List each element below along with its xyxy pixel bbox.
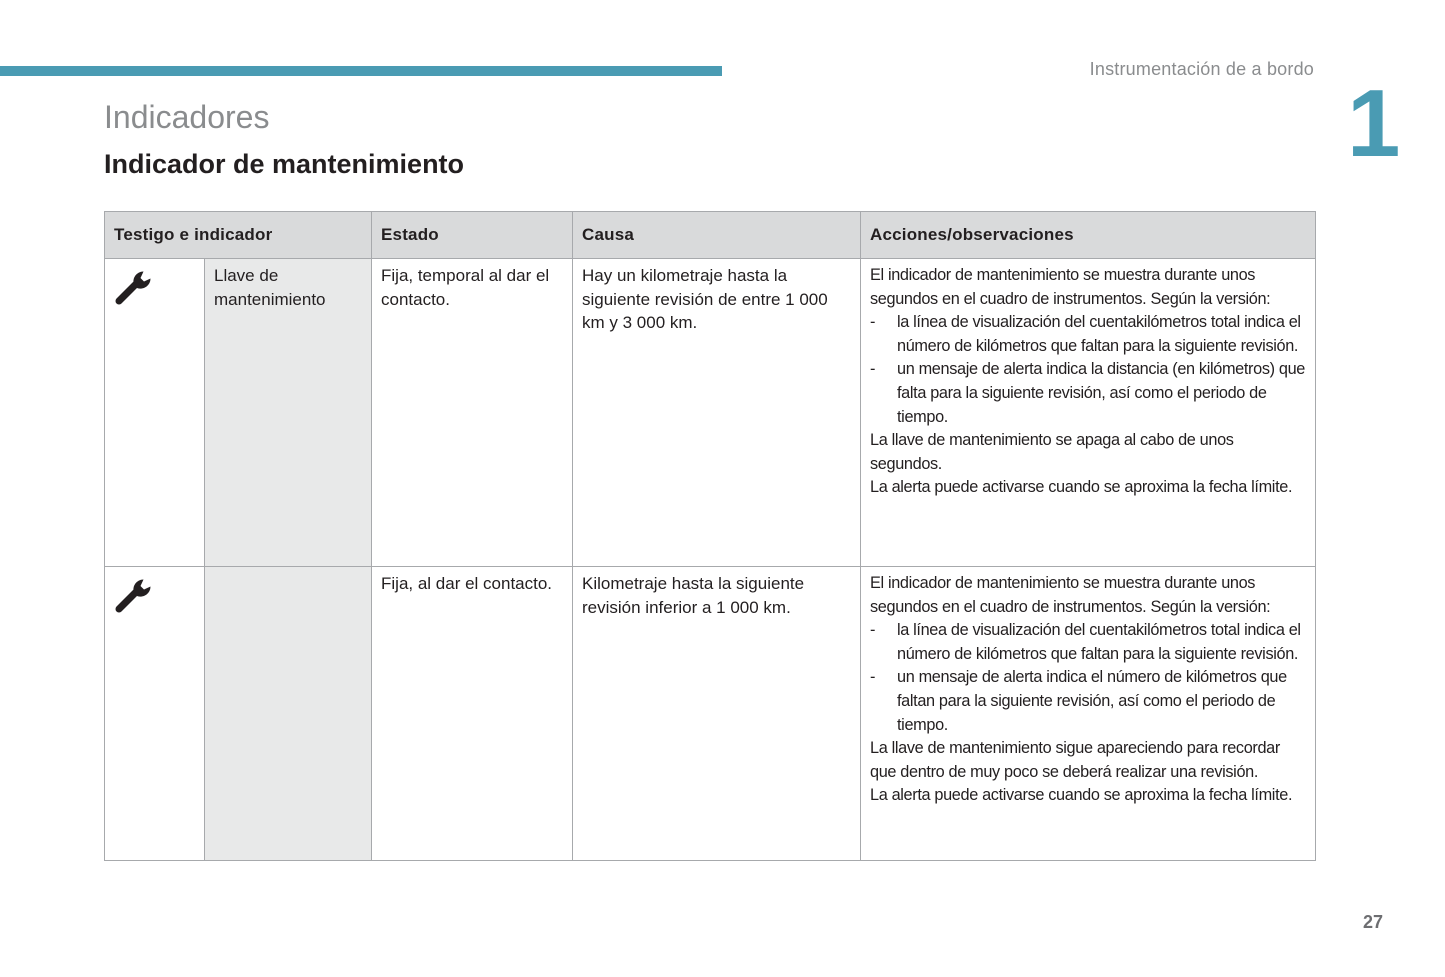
bullet-marker: - (870, 668, 876, 687)
wrench-icon (114, 264, 158, 308)
actions-cell (861, 567, 1316, 861)
indicator-icon-cell (105, 259, 205, 567)
section-header: Instrumentación de a bordo (1089, 59, 1314, 79)
wrench-icon (114, 572, 158, 616)
actions-cell (861, 259, 1316, 567)
state-cell: Fija, temporal al dar el contacto. (372, 259, 573, 567)
cause-cell: Kilometraje hasta la siguiente revisión inferior a 1 000 km. (573, 567, 861, 861)
actions-intro: El indicador de mantenimiento se muestra durante unos segundos en el cuadro de instrumentos. Según la versión: (870, 574, 1271, 616)
indicator-name: Llave de mantenimiento (205, 259, 372, 567)
table-row (105, 567, 1316, 861)
list-item (870, 311, 1306, 358)
page-number: 27 (1363, 912, 1384, 932)
cause-cell: Hay un kilometraje hasta la siguiente revisión de entre 1 000 km y 3 000 km. (573, 259, 861, 567)
actions-note: La alerta puede activarse cuando se aproxima la fecha límite. (870, 786, 1293, 805)
header-accent-bar (0, 66, 722, 76)
state-cell: Fija, al dar el contacto. (372, 567, 573, 861)
bullet-marker: - (870, 360, 876, 379)
table-row (105, 259, 1316, 567)
actions-note: La llave de mantenimiento sigue apareciendo para recordar que dentro de muy poco se deberá realizar una revisión. (870, 739, 1280, 781)
bullet-marker: - (870, 313, 876, 332)
bullet-text: la línea de visualización del cuentakilómetros total indica el número de kilómetros que faltan para la siguiente revisión. (897, 313, 1301, 355)
indicator-icon-cell (105, 567, 205, 861)
header-cause: Causa (573, 212, 861, 259)
table-header-row (105, 212, 1316, 259)
page-title: Indicadores (104, 99, 270, 135)
list-item (870, 666, 1306, 737)
actions-intro: El indicador de mantenimiento se muestra durante unos segundos en el cuadro de instrumentos. Según la versión: (870, 266, 1271, 308)
maintenance-indicator-table (104, 211, 1316, 861)
header-state: Estado (372, 212, 573, 259)
bullet-marker: - (870, 621, 876, 640)
bullet-text: un mensaje de alerta indica el número de kilómetros que faltan para la siguiente revisión, así como el periodo de tiempo. (897, 668, 1287, 734)
actions-note: La llave de mantenimiento se apaga al cabo de unos segundos. (870, 431, 1234, 473)
actions-note: La alerta puede activarse cuando se aproxima la fecha límite. (870, 478, 1293, 497)
bullet-text: la línea de visualización del cuentakilómetros total indica el número de kilómetros que faltan para la siguiente revisión. (897, 621, 1301, 663)
page-subtitle: Indicador de mantenimiento (104, 149, 465, 179)
indicator-name (205, 567, 372, 861)
bullet-text: un mensaje de alerta indica la distancia (en kilómetros) que falta para la siguiente revisión, así como el periodo de tiempo. (897, 360, 1305, 426)
list-item (870, 619, 1306, 666)
list-item (870, 358, 1306, 429)
chapter-number: 1 (1347, 70, 1401, 177)
header-actions: Acciones/observaciones (861, 212, 1316, 259)
header-indicator: Testigo e indicador (105, 212, 372, 259)
